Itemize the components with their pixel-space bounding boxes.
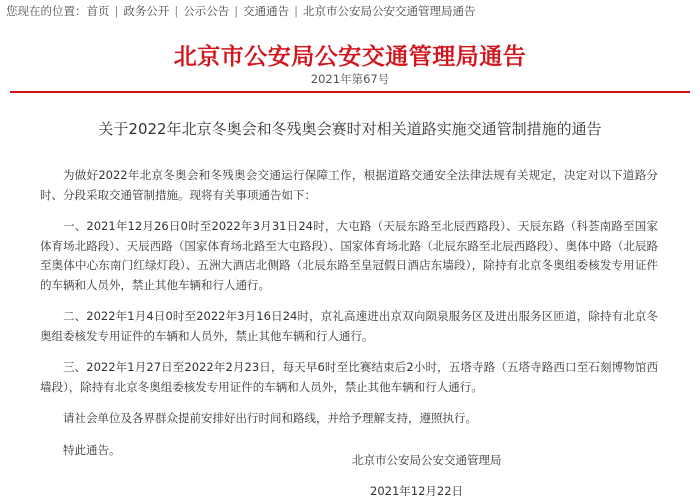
public-notice-paragraph: 请社会单位及各界群众提前安排好出行时间和路线，并给予理解支持，遵照执行。 xyxy=(63,411,477,425)
notice-body xyxy=(40,166,658,472)
breadcrumb-announcements-link[interactable]: 公示公告 xyxy=(183,4,230,18)
breadcrumb-gov-affairs-link[interactable]: 政务公开 xyxy=(123,4,170,18)
closing-paragraph: 特此通告。 xyxy=(63,442,121,457)
breadcrumb-separator: | xyxy=(174,4,179,18)
issuing-authority: 北京市公安局公安交通管理局 xyxy=(352,453,502,467)
breadcrumb-separator: | xyxy=(234,4,239,18)
breadcrumb-home-link[interactable]: 首页 xyxy=(86,4,110,18)
document-title: 北京市公安局公安交通管理局通告 xyxy=(173,44,527,70)
item-one-paragraph: 一、2021年12月26日0时至2022年3月31日24时，大屯路（天辰东路至北辰西路段）、天辰东路（科荟南路至国家体育场北路段）、天辰西路（国家体育场北路至大屯路段）、国家体育场北路（北辰东路至北辰西路段）、奥体中路（北辰路至奥体中心东南门红绿灯段）、五洲大酒店北侧路（北辰东路至皇冠假日酒店东墙段），除持有北京冬奥组委核发专用证件的车辆和人员外，禁止其他车辆和行人通行。 xyxy=(40,219,658,292)
breadcrumb-separator: | xyxy=(294,4,298,18)
notice-subject: 关于2022年北京冬奥会和冬残奥会赛时对相关道路实施交通管制措施的通告 xyxy=(98,120,602,138)
intro-paragraph: 为做好2022年北京冬奥会和冬残奥会交通运行保障工作，根据道路交通安全法律法规有关规定，决定对以下道路分时、分段采取交通管制措施。现将有关事项通告如下： xyxy=(40,168,658,202)
item-three-paragraph: 三、2022年1月27日至2022年2月23日，每天早6时至比赛结束后2小时，五塔寺路（五塔寺路西口至石刻博物馆西墙段），除持有北京冬奥组委核发专用证件的车辆和人员外，禁止其他车辆和行人通行。 xyxy=(40,360,658,394)
breadcrumb-traffic-notices-link[interactable]: 交通通告 xyxy=(243,4,290,18)
document-number: 2021年第67号 xyxy=(310,72,390,86)
breadcrumb-separator: | xyxy=(114,4,119,18)
breadcrumb xyxy=(6,2,694,20)
breadcrumb-label: 您现在的位置： xyxy=(6,4,87,18)
red-divider xyxy=(10,91,690,93)
breadcrumb-current-page[interactable]: 北京市公安局公安交通管理局通告 xyxy=(303,4,476,18)
item-two-paragraph: 二、2022年1月4日0时至2022年3月16日24时，京礼高速进出京双向陨泉服务区及进出服务区匝道，除持有北京冬奥组委核发专用证件的车辆和人员外，禁止其他车辆和行人通行。 xyxy=(40,309,658,343)
issue-date: 2021年12月22日 xyxy=(370,484,464,498)
